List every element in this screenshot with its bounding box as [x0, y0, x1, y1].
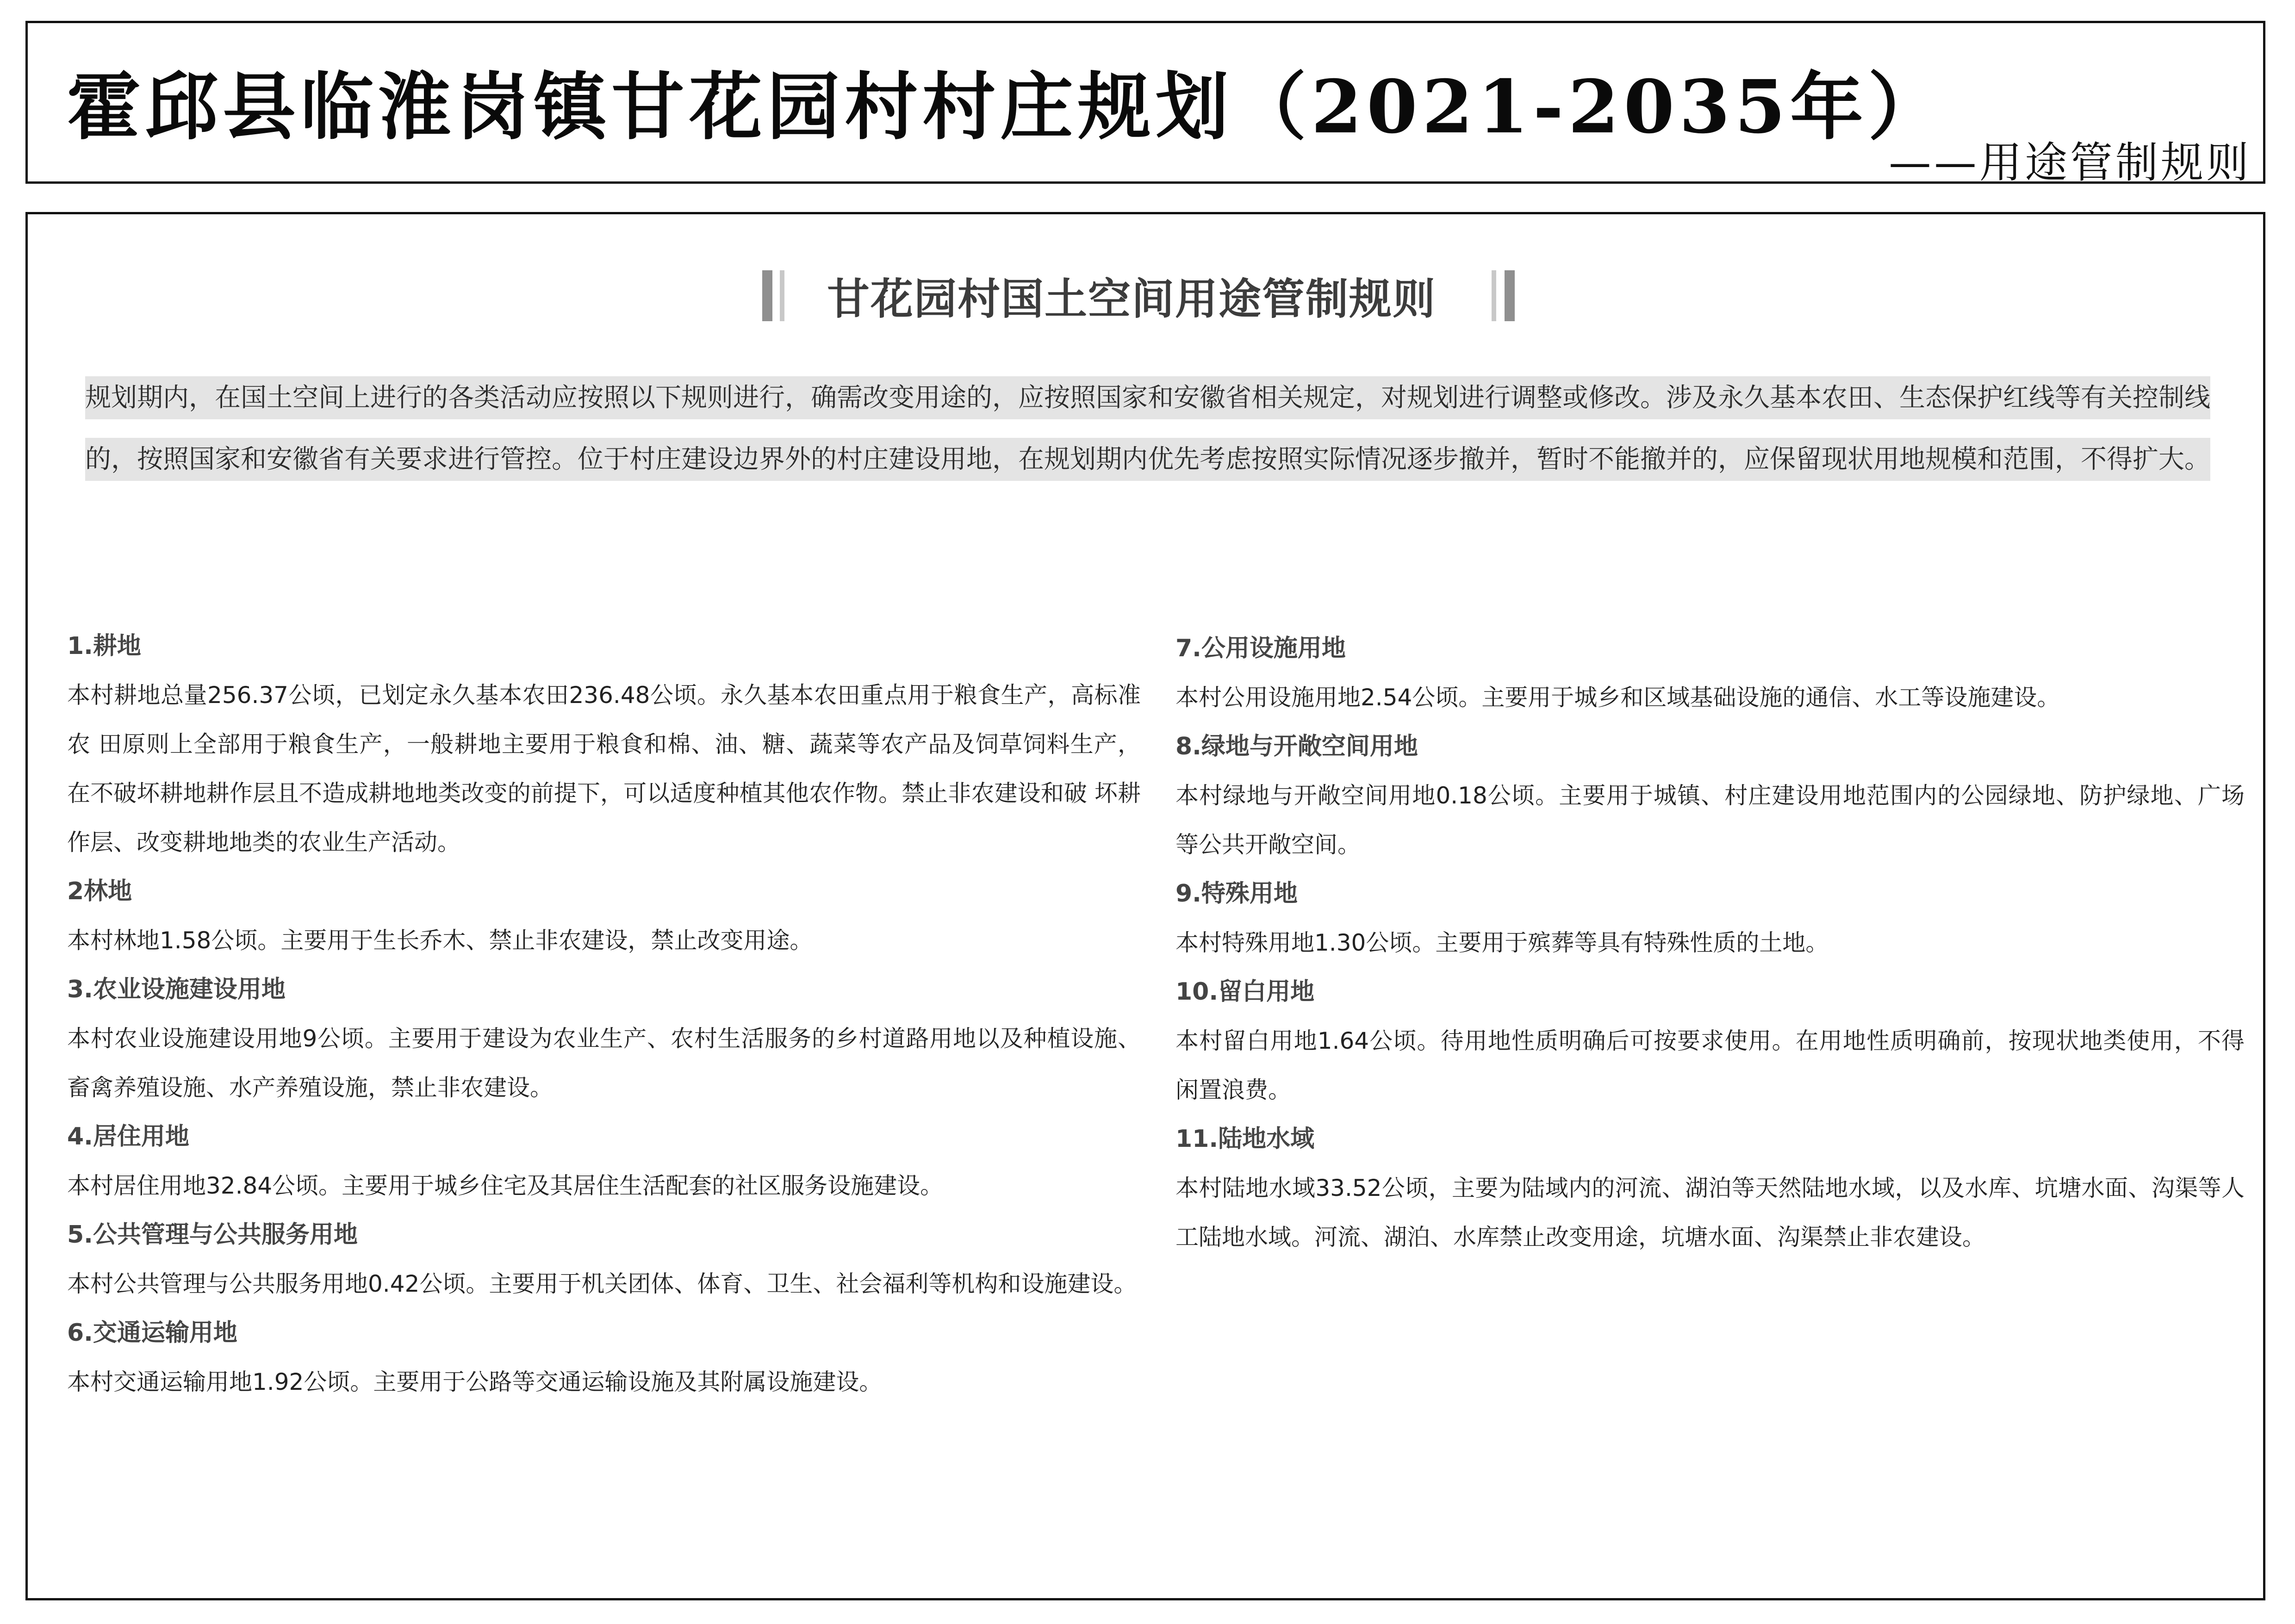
rule-item-forest-land	[67, 867, 1141, 965]
rule-item-body: 本村陆地水域33.52公顷，主要为陆域内的河流、湖泊等天然陆地水域，以及水库、坑塘水面、沟渠等人工陆地水域。河流、湖泊、水库禁止改变用途，坑塘水面、沟渠禁止非农建设。	[1175, 1175, 2245, 1251]
rule-item-body: 本村交通运输用地1.92公顷。主要用于公路等交通运输设施及其附属设施建设。	[67, 1369, 883, 1395]
rule-item-body: 本村留白用地1.64公顷。待用地性质明确后可按要求使用。在用地性质明确前，按现状地类使用，不得闲置浪费。	[1175, 1027, 2245, 1103]
rule-item-title: 8.绿地与开敞空间用地	[1175, 733, 1418, 760]
rule-item-title: 11.陆地水域	[1175, 1125, 1315, 1153]
rule-item-body: 本村农业设施建设用地9公顷。主要用于建设为农业生产、农村生活服务的乡村道路用地以及种植设施、畜禽养殖设施、水产养殖设施，禁止非农建设。	[67, 1025, 1141, 1101]
rule-item-public-service-land	[67, 1210, 1141, 1308]
rule-item-cultivated-land	[67, 622, 1141, 867]
intro-paragraph	[79, 367, 2217, 490]
rule-item-body: 本村公用设施用地2.54公顷。主要用于城乡和区域基础设施的通信、水工等设施建设。	[1175, 684, 2060, 711]
intro-text: 规划期内，在国土空间上进行的各类活动应按照以下规则进行，确需改变用途的，应按照国家和安徽省相关规定，对规划进行调整或修改。涉及永久基本农田、生态保护红线等有关控制线的，按照国家和安徽省有关要求进行管控。位于村庄建设边界外的村庄建设用地，在规划期内优先考虑按照实际情况逐步撤并，暂时不能撤并的，应保留现状用地规模和范围，不得扩大。	[85, 376, 2210, 481]
section-heading	[28, 265, 2263, 326]
rule-item-transportation-land	[67, 1308, 1141, 1406]
rule-item-title: 2林地	[67, 877, 132, 905]
rule-item-agricultural-facility-land	[67, 965, 1141, 1112]
rule-item-title: 5.公共管理与公共服务用地	[67, 1221, 358, 1249]
rule-item-title: 7.公用设施用地	[1175, 635, 1346, 662]
rule-item-special-land	[1175, 869, 2245, 967]
left-column	[67, 622, 1141, 1406]
rule-item-water-area	[1175, 1114, 2245, 1262]
rule-item-utility-land	[1175, 624, 2245, 722]
rule-item-body: 本村居住用地32.84公顷。主要用于城乡住宅及其居住生活配套的社区服务设施建设。	[67, 1172, 944, 1199]
rule-item-green-open-space-land	[1175, 722, 2245, 869]
rule-item-residential-land	[67, 1112, 1141, 1210]
rule-item-body: 本村特殊用地1.30公顷。主要用于殡葬等具有特殊性质的土地。	[1175, 929, 1829, 956]
document-subtitle: ——用途管制规则	[1888, 138, 2251, 187]
section-heading-text: 甘花园村国土空间用途管制规则	[827, 274, 1436, 324]
title-frame	[25, 21, 2265, 187]
rule-item-body: 本村绿地与开敞空间用地0.18公顷。主要用于城镇、村庄建设用地范围内的公园绿地、防护绿地、广场等公共开敞空间。	[1175, 782, 2245, 858]
content-frame	[25, 212, 2265, 1600]
heading-right-bar-decoration	[1492, 270, 1529, 321]
rule-item-title: 10.留白用地	[1175, 978, 1315, 1006]
rule-item-body: 本村林地1.58公顷。主要用于生长乔木、禁止非农建设，禁止改变用途。	[67, 927, 813, 954]
rule-item-reserved-land	[1175, 967, 2245, 1114]
rule-item-body: 本村耕地总量256.37公顷，已划定永久基本农田236.48公顷。永久基本农田重点用于粮食生产，高标准农 田原则上全部用于粮食生产，一般耕地主要用于粮食和棉、油、糖、蔬菜等农产品及饲草饲料生产， 在不破坏耕地耕作层且不造成耕地地类改变的前提下，可以适度种植其他农作物。禁止非农建设和破 坏耕作层、改变耕地地类的农业生产活动。	[67, 682, 1141, 856]
rule-item-title: 3.农业设施建设用地	[67, 976, 286, 1003]
rule-item-title: 1.耕地	[67, 632, 141, 660]
rule-item-title: 4.居住用地	[67, 1123, 189, 1151]
heading-left-bar-decoration	[762, 270, 799, 321]
rule-item-body: 本村公共管理与公共服务用地0.42公顷。主要用于机关团体、体育、卫生、社会福利等机构和设施建设。	[67, 1270, 1137, 1297]
right-column	[1175, 624, 2245, 1262]
rule-item-title: 9.特殊用地	[1175, 880, 1298, 908]
rule-item-title: 6.交通运输用地	[67, 1319, 237, 1347]
document-title: 霍邱县临淮岗镇甘花园村村庄规划（2021-2035年）	[67, 64, 1946, 150]
